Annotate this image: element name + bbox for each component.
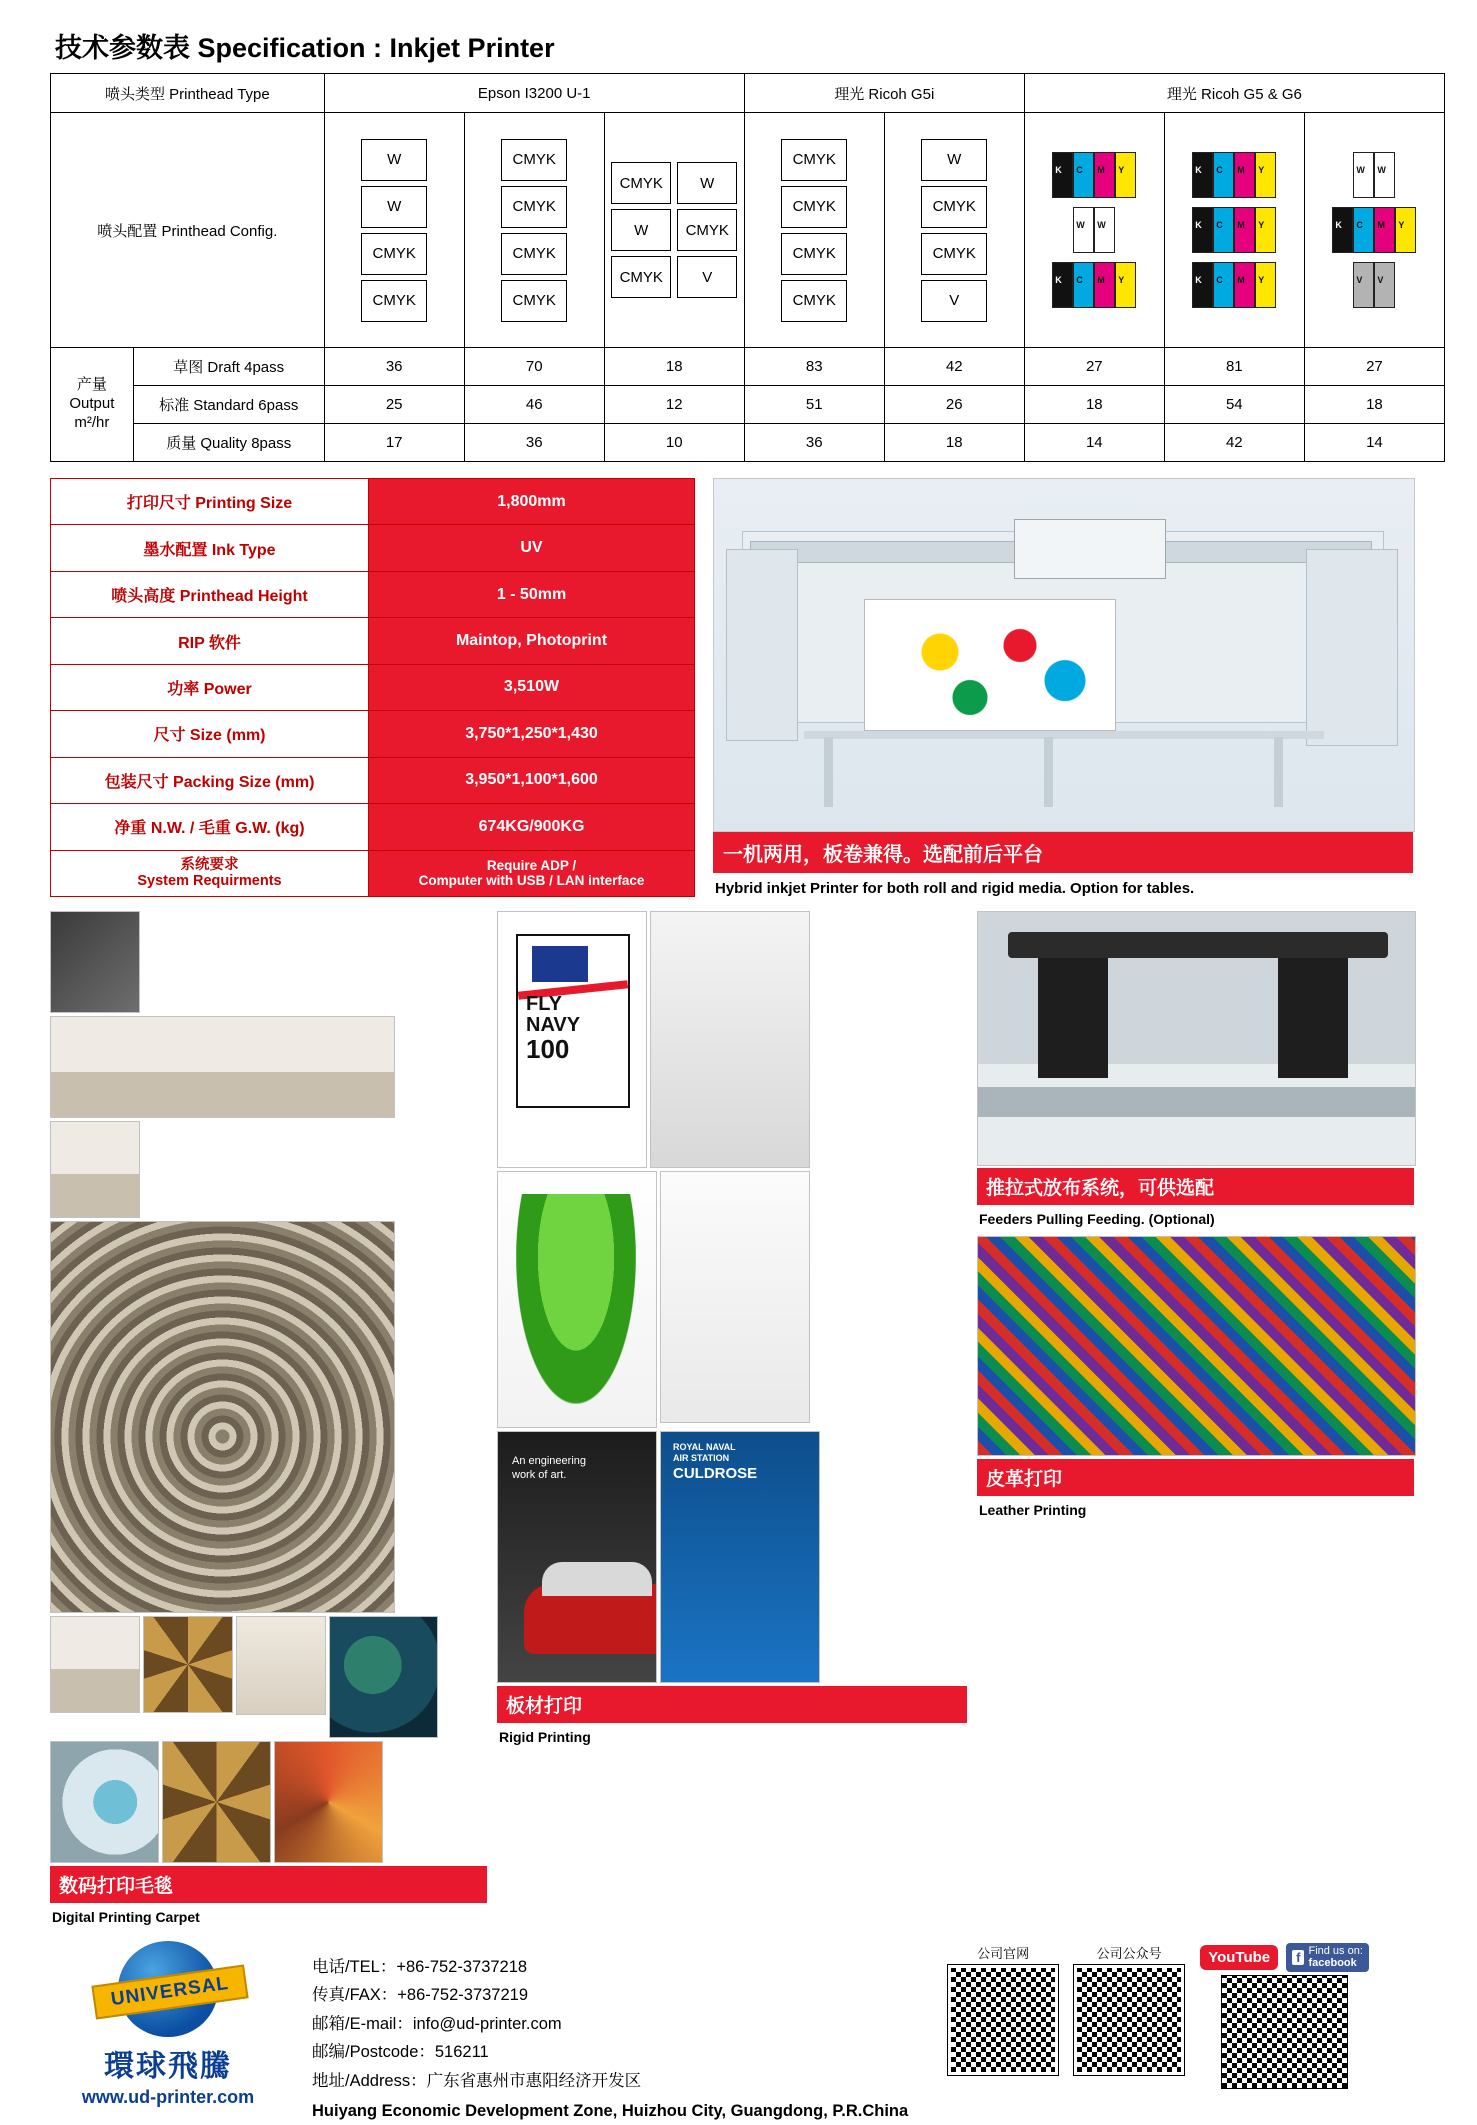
param-value: 3,950*1,100*1,600 — [369, 757, 695, 803]
photo-fly-navy — [497, 911, 647, 1168]
param-value: 3,750*1,250*1,430 — [369, 711, 695, 757]
photo-main-carpet — [50, 1221, 395, 1613]
param-key: 墨水配置 Ink Type — [51, 525, 369, 571]
cell: 36 — [464, 424, 604, 462]
photo-green-mascot — [497, 1171, 657, 1428]
culdrose-line1: ROYAL NAVAL — [673, 1442, 736, 1452]
param-value: 1,800mm — [369, 479, 695, 525]
youtube-icon[interactable]: YouTube — [1200, 1945, 1278, 1970]
photo — [236, 1616, 326, 1715]
param-key: RIP 软件 — [51, 618, 369, 664]
qr-code-social-icon[interactable] — [1222, 1976, 1347, 2088]
qr-website-label: 公司官网 — [977, 1946, 1030, 1961]
photo-leather-print — [977, 1236, 1416, 1456]
cell: 70 — [464, 348, 604, 386]
feeder-caption-en: Feeders Pulling Feeding. (Optional) — [979, 1211, 1215, 1227]
row-label-draft: 草图 Draft 4pass — [133, 348, 324, 386]
param-value: 1 - 50mm — [369, 571, 695, 617]
parameters-table — [50, 478, 695, 897]
company-logo — [48, 1941, 288, 2108]
brand-name-cn: 環球飛騰 — [104, 2050, 232, 2083]
qr-social-zone — [948, 1941, 1369, 2088]
brand-name: UNIVERSAL — [109, 1972, 231, 2011]
output-row-standard — [51, 386, 1445, 424]
facebook-name: facebook — [1308, 1956, 1357, 1969]
param-key: 喷头高度 Printhead Height — [51, 571, 369, 617]
gallery-rigid — [497, 911, 967, 1925]
machine-photo-block — [713, 478, 1413, 897]
specification-table — [50, 73, 1445, 462]
photo — [50, 1121, 140, 1218]
cell: 14 — [1024, 424, 1164, 462]
contact-address-cn: 地址/Address：广东省惠州市惠阳经济开发区 — [312, 2071, 642, 2090]
table-row — [51, 664, 695, 710]
cell: 46 — [464, 386, 604, 424]
navy-line1: FLY — [526, 993, 562, 1015]
facebook-f-icon: f — [1292, 1950, 1304, 1965]
social-block — [1200, 1943, 1369, 2088]
param-value: 674KG/900KG — [369, 804, 695, 850]
cell: 27 — [1024, 348, 1164, 386]
param-key: 尺寸 Size (mm) — [51, 711, 369, 757]
param-key: 功率 Power — [51, 664, 369, 710]
contact-address-en: Huiyang Economic Development Zone, Huizhou City, Guangdong, P.R.China — [312, 2101, 909, 2120]
contact-tel: 电话/TEL：+86-752-3737218 — [312, 1958, 528, 1976]
table-row — [51, 571, 695, 617]
culdrose-line3: CULDROSE — [673, 1464, 758, 1482]
photo — [329, 1616, 438, 1738]
qr-wechat-label: 公司公众号 — [1096, 1946, 1162, 1961]
table-row — [51, 804, 695, 850]
table-row — [51, 479, 695, 525]
culdrose-line2: AIR STATION — [673, 1453, 730, 1464]
cell: 14 — [1304, 424, 1444, 462]
cell: 81 — [1164, 348, 1304, 386]
photo — [50, 1741, 159, 1863]
globe-icon — [93, 1941, 243, 2037]
photo — [143, 1616, 233, 1713]
cell: 18 — [884, 424, 1024, 462]
config-cell-2: CMYK CMYK CMYK CMYK — [464, 113, 604, 348]
cell: 17 — [324, 424, 464, 462]
printhead-type-label: 喷头类型 Printhead Type — [51, 74, 325, 113]
photo — [50, 911, 140, 1013]
feeder-caption-cn: 推拉式放布系统，可供选配 — [977, 1168, 1414, 1205]
contact-block — [312, 1941, 908, 2125]
facebook-top-text: Find us on: — [1308, 1945, 1363, 1957]
cell: 54 — [1164, 386, 1304, 424]
contact-postcode: 邮编/Postcode：516211 — [312, 2043, 489, 2062]
header-ricoh-g5i: 理光 Ricoh G5i — [744, 74, 1024, 113]
photo-rollup-banner — [660, 1171, 810, 1423]
table-row — [51, 525, 695, 571]
qr-code-icon[interactable] — [1074, 1965, 1184, 2075]
mid-section — [50, 478, 1447, 897]
photo — [650, 911, 810, 1168]
header-ricoh-g5-g6: 理光 Ricoh G5 & G6 — [1024, 74, 1444, 113]
rigid-caption-cn: 板材打印 — [497, 1686, 967, 1723]
printhead-config-row — [51, 113, 1445, 348]
param-value: Maintop, Photoprint — [369, 618, 695, 664]
photo-car-poster — [497, 1431, 657, 1683]
printhead-config-label: 喷头配置 Printhead Config. — [51, 113, 325, 348]
car-line2: work of art. — [512, 1469, 567, 1482]
footer — [48, 1941, 1447, 2125]
gallery-section — [50, 911, 1447, 1925]
output-label: 产量 Output m²/hr — [51, 348, 134, 462]
navy-line3: 100 — [526, 1034, 570, 1064]
cell: 51 — [744, 386, 884, 424]
facebook-icon[interactable] — [1286, 1943, 1369, 1972]
photo — [274, 1741, 383, 1863]
gallery-carpet — [50, 911, 487, 1925]
machine-photo — [713, 478, 1415, 832]
cell: 42 — [1164, 424, 1304, 462]
row-label-quality: 质量 Quality 8pass — [133, 424, 324, 462]
contact-email[interactable]: 邮箱/E-mail：info@ud-printer.com — [312, 2014, 562, 2033]
cell: 12 — [604, 386, 744, 424]
param-value-system: Require ADP / Computer with USB / LAN interface — [369, 850, 695, 897]
output-row-draft — [51, 348, 1445, 386]
page-title: 技术参数表 Specification : Inkjet Printer — [55, 33, 555, 63]
cell: 26 — [884, 386, 1024, 424]
table-row — [51, 74, 1445, 113]
photo — [50, 1016, 395, 1118]
table-row — [51, 711, 695, 757]
config-cell-4: CMYK CMYK CMYK CMYK — [744, 113, 884, 348]
leather-caption-cn: 皮革打印 — [977, 1459, 1414, 1496]
machine-caption-cn: 一机两用，板卷兼得。选配前后平台 — [713, 832, 1413, 873]
cell: 27 — [1304, 348, 1444, 386]
photo — [50, 1616, 140, 1713]
website-url: www.ud-printer.com — [81, 2087, 255, 2107]
cell: 10 — [604, 424, 744, 462]
table-row — [51, 850, 695, 897]
config-cell-7: K C M Y K C M Y K C M Y — [1164, 113, 1304, 348]
cell: 18 — [604, 348, 744, 386]
carpet-caption-en: Digital Printing Carpet — [52, 1909, 200, 1925]
cell: 36 — [324, 348, 464, 386]
rigid-caption-en: Rigid Printing — [499, 1729, 591, 1745]
photo-feeder-system — [977, 911, 1416, 1166]
cell: 18 — [1024, 386, 1164, 424]
cell: 18 — [1304, 386, 1444, 424]
param-key-system: 系统要求 System Requirments — [51, 850, 369, 897]
config-cell-5: W CMYK CMYK V — [884, 113, 1024, 348]
config-cell-1: W W CMYK CMYK — [324, 113, 464, 348]
param-value: 3,510W — [369, 664, 695, 710]
row-label-standard: 标准 Standard 6pass — [133, 386, 324, 424]
photo-culdrose-poster — [660, 1431, 820, 1683]
cell: 36 — [744, 424, 884, 462]
param-value: UV — [369, 525, 695, 571]
qr-code-icon[interactable] — [948, 1965, 1058, 2075]
cell: 25 — [324, 386, 464, 424]
carpet-caption-cn: 数码打印毛毯 — [50, 1866, 487, 1903]
output-row-quality — [51, 424, 1445, 462]
table-row — [51, 618, 695, 664]
table-row — [51, 757, 695, 803]
contact-fax: 传真/FAX：+86-752-3737219 — [312, 1986, 529, 2005]
leather-caption-en: Leather Printing — [979, 1502, 1087, 1518]
param-key: 包装尺寸 Packing Size (mm) — [51, 757, 369, 803]
car-line1: An engineering — [512, 1455, 587, 1467]
header-epson: Epson I3200 U-1 — [324, 74, 744, 113]
cell: 42 — [884, 348, 1024, 386]
config-cell-3: CMYK W CMYK W CMYK V — [604, 113, 744, 348]
cell: 83 — [744, 348, 884, 386]
machine-caption-en: Hybrid inkjet Printer for both roll and rigid media. Option for tables. — [715, 880, 1195, 897]
param-key: 净重 N.W. / 毛重 G.W. (kg) — [51, 804, 369, 850]
qr-wechat — [1074, 1943, 1184, 2075]
navy-line2: NAVY — [526, 1014, 581, 1036]
photo — [162, 1741, 271, 1863]
union-flag-icon — [532, 946, 588, 982]
gallery-right-column — [977, 911, 1414, 1925]
param-key: 打印尺寸 Printing Size — [51, 479, 369, 525]
config-cell-6: K C M Y W W K C M Y — [1024, 113, 1164, 348]
qr-website — [948, 1943, 1058, 2075]
config-cell-8: W W K C M Y V V — [1304, 113, 1444, 348]
